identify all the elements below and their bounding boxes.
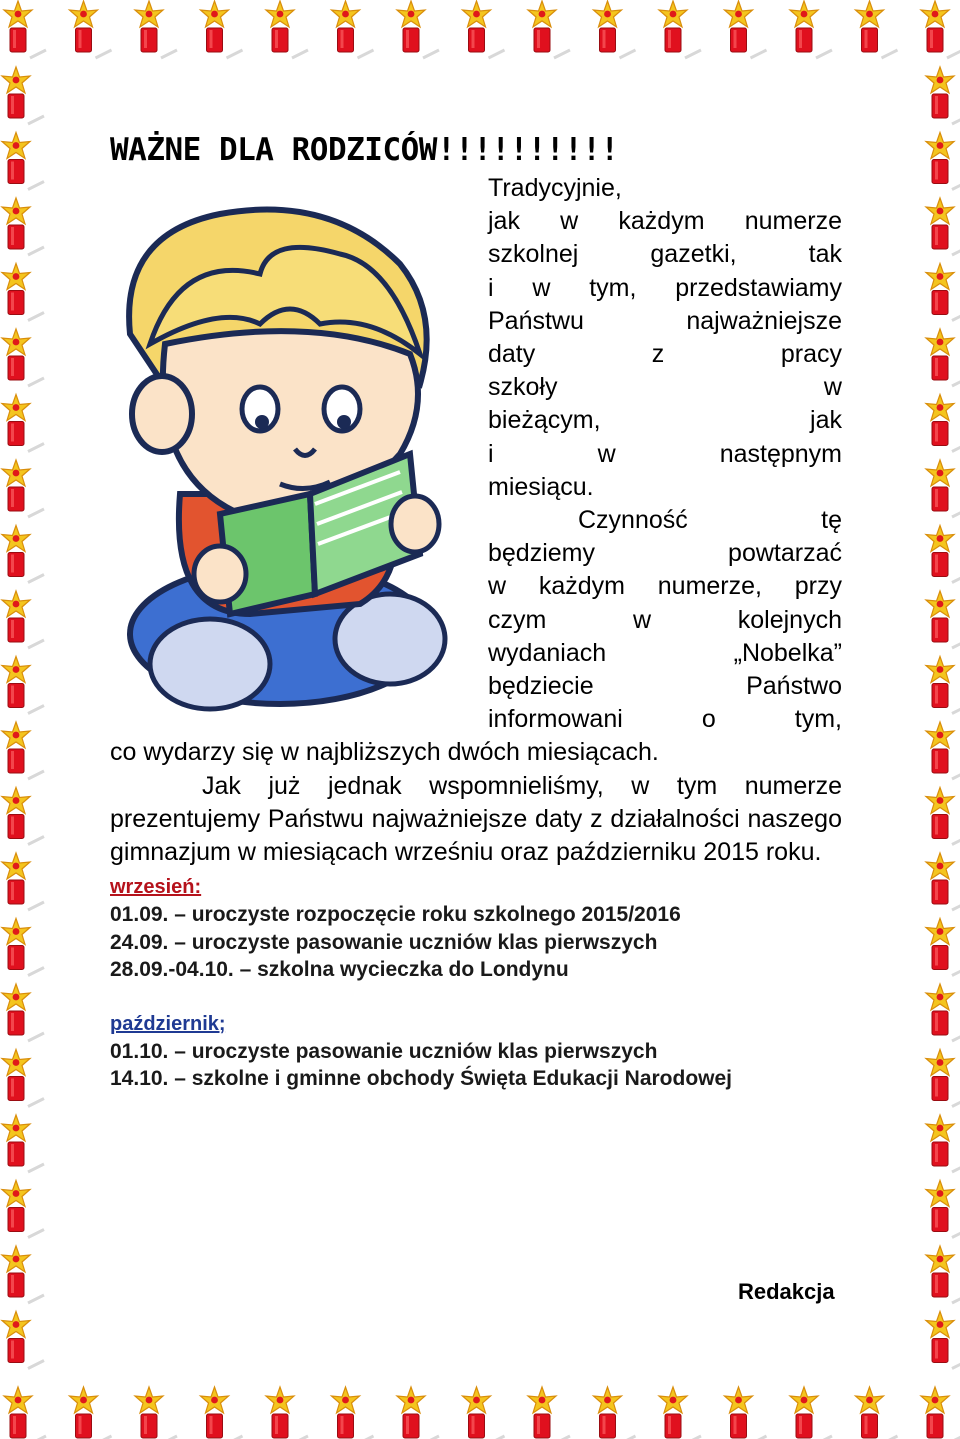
border-dash [952, 1295, 960, 1303]
firecracker-icon [659, 1, 687, 52]
firecracker-icon [856, 1387, 884, 1438]
intro-line: szkolnej gazetki, tak [488, 240, 842, 269]
page-title: WAŻNE DLA RODZICÓW!!!!!!!!!! [110, 132, 619, 168]
intro-paragraph-2 [488, 504, 842, 736]
border-dash [952, 509, 960, 517]
firecracker-icon [725, 1, 753, 52]
firecracker-icon [926, 67, 954, 118]
intro-line: będziemy powtarzać [488, 539, 842, 568]
firecracker-icon [926, 329, 954, 380]
border-dash [952, 182, 960, 190]
firecracker-icon [2, 526, 30, 577]
intro-continuation: co wydarzy się w najbliższych dwóch miesiącach. [110, 738, 659, 767]
intro-line: Tradycyjnie, [488, 174, 622, 202]
september-events [110, 901, 842, 984]
border-dash [952, 247, 960, 255]
firecracker-icon [659, 1387, 687, 1438]
border-dash [28, 902, 44, 910]
firecracker-icon [926, 853, 954, 904]
list-item: 01.09. – uroczyste rozpoczęcie roku szkolnego 2015/2016 [110, 903, 681, 927]
border-dash [28, 575, 44, 583]
list-item: 28.09.-04.10. – szkolna wycieczka do Londynu [110, 958, 569, 982]
firecracker-icon [926, 722, 954, 773]
firecracker-icon [926, 1181, 954, 1232]
firecracker-icon [266, 1387, 294, 1438]
october-events [110, 1038, 842, 1093]
firecracker-icon [926, 657, 954, 708]
firecracker-icon [528, 1, 556, 52]
border-dash [292, 50, 308, 58]
firecracker-icon [397, 1, 425, 52]
border-dash [952, 1164, 960, 1172]
intro-line: i w następnym [488, 439, 842, 468]
border-dash [952, 444, 960, 452]
firecracker-icon [2, 67, 30, 118]
firecracker-icon [926, 395, 954, 446]
intro-line: czym w kolejnych [488, 605, 842, 634]
border-dash [489, 50, 505, 58]
firecracker-icon [266, 1, 294, 52]
border-dash [28, 1099, 44, 1107]
border-dash [28, 1295, 44, 1303]
firecracker-icon [725, 1387, 753, 1438]
border-dash [816, 50, 832, 58]
firecracker-icon [2, 788, 30, 839]
border-dash [952, 116, 960, 124]
firecracker-icon [2, 264, 30, 315]
firecracker-icon [135, 1387, 163, 1438]
firecracker-icon [921, 1, 949, 52]
intro-line: Czynność tę [578, 506, 842, 535]
firecracker-icon [2, 460, 30, 511]
firecracker-icon [926, 1312, 954, 1363]
firecracker-icon [926, 264, 954, 315]
firecracker-icon [2, 133, 30, 184]
intro-line: będziecie Państwo [488, 672, 842, 701]
firecracker-icon [2, 1246, 30, 1297]
border-dash [554, 50, 570, 58]
firecracker-icon [2, 1050, 30, 1101]
firecracker-icon [2, 198, 30, 249]
firecracker-icon [2, 984, 30, 1035]
border-dash [28, 1230, 44, 1238]
border-dash [952, 1230, 960, 1238]
border-dash [952, 706, 960, 714]
border-dash [751, 50, 767, 58]
intro-line: daty z pracy [488, 340, 842, 369]
firecracker-icon [926, 133, 954, 184]
border-dash [952, 575, 960, 583]
firecracker-icon [926, 1246, 954, 1297]
firecracker-icon [70, 1, 98, 52]
firecracker-icon [926, 788, 954, 839]
border-dash [28, 968, 44, 976]
border-dash [28, 771, 44, 779]
intro-line: jak w każdym numerze [488, 207, 842, 236]
border-dash [952, 968, 960, 976]
firecracker-icon [4, 1387, 32, 1438]
list-item: 14.10. – szkolne i gminne obchody Święta Edukacji Narodowej [110, 1067, 733, 1091]
firecracker-icon [2, 657, 30, 708]
firecracker-icon [594, 1, 622, 52]
border-dash [28, 837, 44, 845]
firecracker-icon [926, 1050, 954, 1101]
border-dash [28, 509, 44, 517]
firecracker-icon [926, 198, 954, 249]
firecracker-icon [201, 1387, 229, 1438]
border-dash [423, 50, 439, 58]
border-dash [620, 50, 636, 58]
border-dash [952, 313, 960, 321]
firecracker-icon [2, 1115, 30, 1166]
firecracker-icon [4, 1, 32, 52]
border-dash [685, 50, 701, 58]
firecracker-icon [201, 1, 229, 52]
border-dash [28, 247, 44, 255]
border-dash [28, 444, 44, 452]
intro-line: bieżącym, jak [488, 406, 842, 435]
firecracker-icon [926, 919, 954, 970]
firecracker-icon [2, 329, 30, 380]
border-dash [28, 640, 44, 648]
firecracker-icon [926, 984, 954, 1035]
border-dash [28, 1361, 44, 1369]
firecracker-icon [135, 1, 163, 52]
border-dash [952, 1033, 960, 1041]
firecracker-icon [790, 1387, 818, 1438]
firecracker-icon [2, 853, 30, 904]
firecracker-icon [790, 1, 818, 52]
firecracker-icon [926, 591, 954, 642]
firecracker-icon [2, 722, 30, 773]
firecracker-icon [2, 1312, 30, 1363]
intro-column [488, 172, 842, 736]
intro-line: i w tym, przedstawiamy [488, 273, 842, 302]
firecracker-icon [2, 1181, 30, 1232]
border-dash [952, 1099, 960, 1107]
article [110, 128, 842, 1093]
border-dash [952, 378, 960, 386]
body-paragraph: Jak już jednak wspomnieliśmy, w tym numerze prezentujemy Państwu najważniejsze daty z działalności naszego gimnazjum w miesiącach wrześniu oraz październiku 2015 roku. [110, 771, 842, 867]
intro-paragraph [488, 172, 842, 504]
border-dash [161, 50, 177, 58]
border-dash [952, 640, 960, 648]
intro-line: wydaniach „Nobelka” [488, 638, 842, 667]
firecracker-icon [594, 1387, 622, 1438]
list-item: 24.09. – uroczyste pasowanie uczniów klas pierwszych [110, 930, 658, 954]
firecracker-icon [528, 1387, 556, 1438]
border-dash [952, 902, 960, 910]
intro-line: w każdym numerze, przy [488, 572, 842, 601]
intro-line: Państwu najważniejsze [488, 306, 842, 335]
signature: Redakcja [738, 1279, 835, 1304]
firecracker-icon [926, 1115, 954, 1166]
intro-line: informowani o tym, [488, 705, 842, 734]
october-label: październik; [110, 1012, 226, 1035]
border-dash [28, 378, 44, 386]
firecracker-icon [332, 1387, 360, 1438]
september-label: wrzesień: [110, 876, 202, 899]
border-dash [947, 50, 960, 58]
firecracker-icon [921, 1387, 949, 1438]
firecracker-icon [397, 1387, 425, 1438]
intro-line: miesiącu. [488, 472, 594, 501]
intro-line: szkoły w [488, 373, 842, 402]
border-dash [952, 837, 960, 845]
border-dash [28, 182, 44, 190]
list-item: 01.10. – uroczyste pasowanie uczniów klas pierwszych [110, 1039, 658, 1063]
border-dash [952, 771, 960, 779]
border-dash [96, 50, 112, 58]
border-dash [28, 706, 44, 714]
border-dash [358, 50, 374, 58]
firecracker-icon [70, 1387, 98, 1438]
border-dash [28, 313, 44, 321]
border-dash [227, 50, 243, 58]
firecracker-icon [2, 919, 30, 970]
border-dash [30, 50, 46, 58]
firecracker-icon [2, 591, 30, 642]
border-dash [28, 1164, 44, 1172]
border-dash [882, 50, 898, 58]
border-dash [952, 1361, 960, 1369]
firecracker-icon [463, 1387, 491, 1438]
firecracker-icon [926, 526, 954, 577]
firecracker-icon [332, 1, 360, 52]
border-dash [28, 1033, 44, 1041]
border-dash [28, 116, 44, 124]
firecracker-icon [2, 395, 30, 446]
firecracker-icon [463, 1, 491, 52]
firecracker-icon [926, 460, 954, 511]
firecracker-icon [856, 1, 884, 52]
